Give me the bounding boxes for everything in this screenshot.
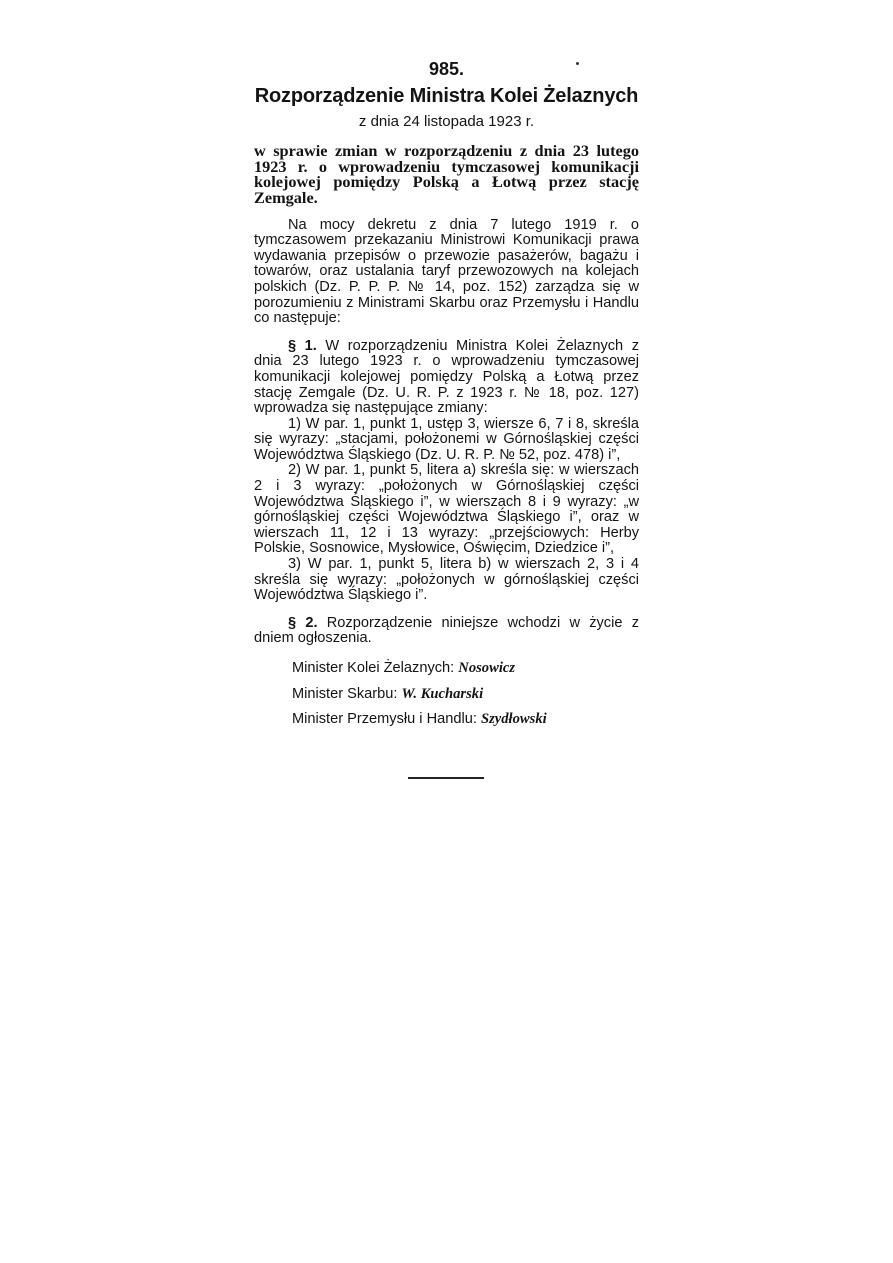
signature-industry-minister bbox=[292, 712, 639, 728]
section-1-mark: § 1. bbox=[288, 337, 317, 354]
signature-name: W. Kucharski bbox=[401, 685, 484, 702]
signature-role: Minister Kolei Żelaznych: bbox=[292, 660, 455, 676]
signature-name: Szydłowski bbox=[480, 711, 547, 728]
page-number: 985. bbox=[428, 59, 465, 79]
section-2-text: Rozporządzenie niniejsze wchodzi w życie z dniem ogłoszenia. bbox=[254, 614, 639, 647]
closing-rule bbox=[408, 777, 484, 779]
signature-treasury-minister bbox=[292, 687, 639, 703]
amendment-item-3: 3) W par. 1, punkt 5, litera b) w wierszach 2, 3 i 4 skreśla się wyrazy: „położonych w górnośląskiej części Województwa Śląskiego i”. bbox=[254, 556, 639, 604]
document-column bbox=[254, 59, 640, 728]
section-1-paragraph bbox=[254, 339, 639, 417]
section-1-text: W rozporządzeniu Ministra Kolei Żelaznych z dnia 23 lutego 1923 r. o wprowadzeniu tymczasowej komunikacji kolejowej pomiędzy Polską a Łotwą przez stację Zemgale (Dz. U. R. P. z 1923 r. № 18, poz. 127) wprowadza się następujące zmiany: bbox=[254, 337, 640, 417]
section-2-mark: § 2. bbox=[288, 614, 318, 631]
amendment-item-1: 1) W par. 1, punkt 1, ustęp 3, wiersze 6, 7 i 8, skreśla się wyrazy: „stacjami, położonemi w Górnośląskiej części Województwa Śląskiego (Dz. U. R. P. № 52, poz. 478) i”, bbox=[254, 415, 639, 463]
signature-name: Nosowicz bbox=[458, 660, 516, 676]
decree-subject: w sprawie zmian w rozporządzeniu z dnia 23 lutego 1923 r. o wprowadzeniu tymczasowej komunikacji kolejowej pomiędzy Polską a Łotwą przez stację Zemgale. bbox=[254, 141, 639, 207]
section-2-paragraph bbox=[254, 616, 639, 647]
decree-title: Rozporządzenie Ministra Kolei Żelaznych bbox=[254, 84, 639, 107]
signature-railways-minister bbox=[292, 661, 639, 677]
decree-date: z dnia 24 listopada 1923 r. bbox=[358, 112, 535, 130]
signature-role: Minister Skarbu: bbox=[292, 685, 398, 702]
signature-role: Minister Przemysłu i Handlu: bbox=[292, 711, 477, 728]
amendment-item-2: 2) W par. 1, punkt 5, litera a) skreśla się: w wierszach 2 i 3 wyrazy: „położonych w Górnośląskiej części Województwa Śląskiego i”, w wierszach 8 i 9 wyrazy: „w górnośląskiej części Województwa Śląskiego i”, oraz w wierszach 11, 12 i 13 wyrazy: „przejściowych: Herby Polskie, Sosnowice, Mysłowice, Oświęcim, Dziedzice i”, bbox=[254, 462, 639, 557]
preamble-paragraph: Na mocy dekretu z dnia 7 lutego 1919 r. o tymczasowem przekazaniu Ministrowi Komunikacji prawa wydawania przepisów o przewozie pasażerów, bagażu i towarów, oraz ustalania taryf przewozowych na kolejach polskich (Dz. P. P. P. № 14, poz. 152) zarządza się w porozumieniu z Ministrami Skarbu oraz Przemysłu i Handlu co następuje: bbox=[254, 216, 639, 327]
